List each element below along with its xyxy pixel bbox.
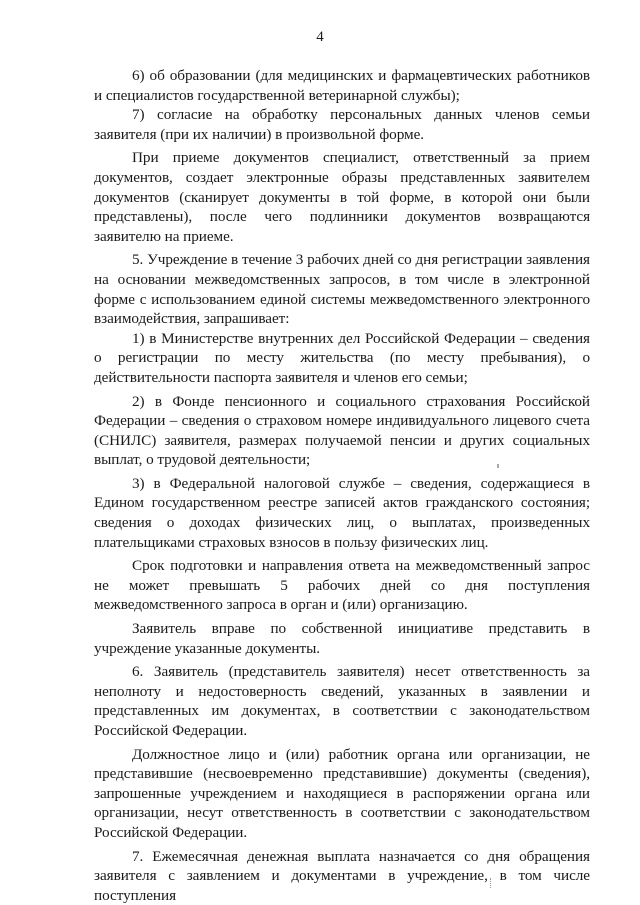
paragraph-official-responsibility: Должностное лицо и (или) работник органа или организации, не представившие (несвоевременно представившие) документы (сведения), запрошенные учреждением и находящиеся в распоряжении органа или организации, несут ответственность в соответствии с законодательством Российской Федерации. [94, 745, 590, 841]
paragraph-item-6-education: 6) об образовании (для медицинских и фармацевтических работников и специалистов государственной ветеринарной службы); [94, 67, 590, 104]
paragraph-request-pension-fund: 2) в Фонде пенсионного и социального страхования Российской Федерации – сведения о страховом номере индивидуального лицевого счета (СНИЛС) заявителя, размерах получаемой пенсии и других социальных выплат, о трудовой деятельности; [94, 392, 590, 469]
paragraph-document-intake: При приеме документов специалист, ответственный за прием документов, создает электронные образы представленных заявителем документов (сканирует документы в той форме, в которой они были представлены), после чего подлинники документов возвращаются заявителю на приеме. [94, 149, 590, 245]
paragraph-section-6-responsibility: 6. Заявитель (представитель заявителя) несет ответственность за неполноту и недостоверность сведений, указанных в заявлении и представленных им документах, в соответствии с законодательством Российской Федерации. [94, 663, 590, 739]
scan-speck [497, 464, 499, 468]
scan-speck-bottom [490, 878, 493, 888]
paragraph-request-mvd: 1) в Министерстве внутренних дел Российской Федерации – сведения о регистрации по месту жительства (по месту пребывания), о действительности паспорта заявителя и членов его семьи; [94, 329, 590, 386]
document-body [94, 66, 590, 905]
paragraph-applicant-initiative: Заявитель вправе по собственной инициативе представить в учреждение указанные документы. [94, 620, 590, 657]
paragraph-section-7-payment: 7. Ежемесячная денежная выплата назначается со дня обращения заявителя с заявлением и документами в учреждение, в том числе поступления [94, 847, 590, 904]
paragraph-section-5-requests: 5. Учреждение в течение 3 рабочих дней со дня регистрации заявления на основании межведомственных запросов, в том числе в электронной форме с использованием единой системы межведомственного электронного взаимодействия, запрашивает: [94, 251, 590, 328]
paragraph-response-deadline: Срок подготовки и направления ответа на межведомственный запрос не может превышать 5 рабочих дней со дня поступления межведомственного запроса в орган и (или) организацию. [94, 557, 590, 614]
paragraph-item-7-consent: 7) согласие на обработку персональных данных членов семьи заявителя (при их наличии) в произвольной форме. [94, 106, 590, 143]
paragraph-request-tax-service: 3) в Федеральной налоговой службе – сведения, содержащиеся в Едином государственном реестре записей актов гражданского состояния; сведения о доходах физических лиц, о выплатах, произведенных плательщиками страховых взносов в пользу физических лиц. [94, 474, 590, 551]
page-number: 4 [316, 29, 324, 45]
